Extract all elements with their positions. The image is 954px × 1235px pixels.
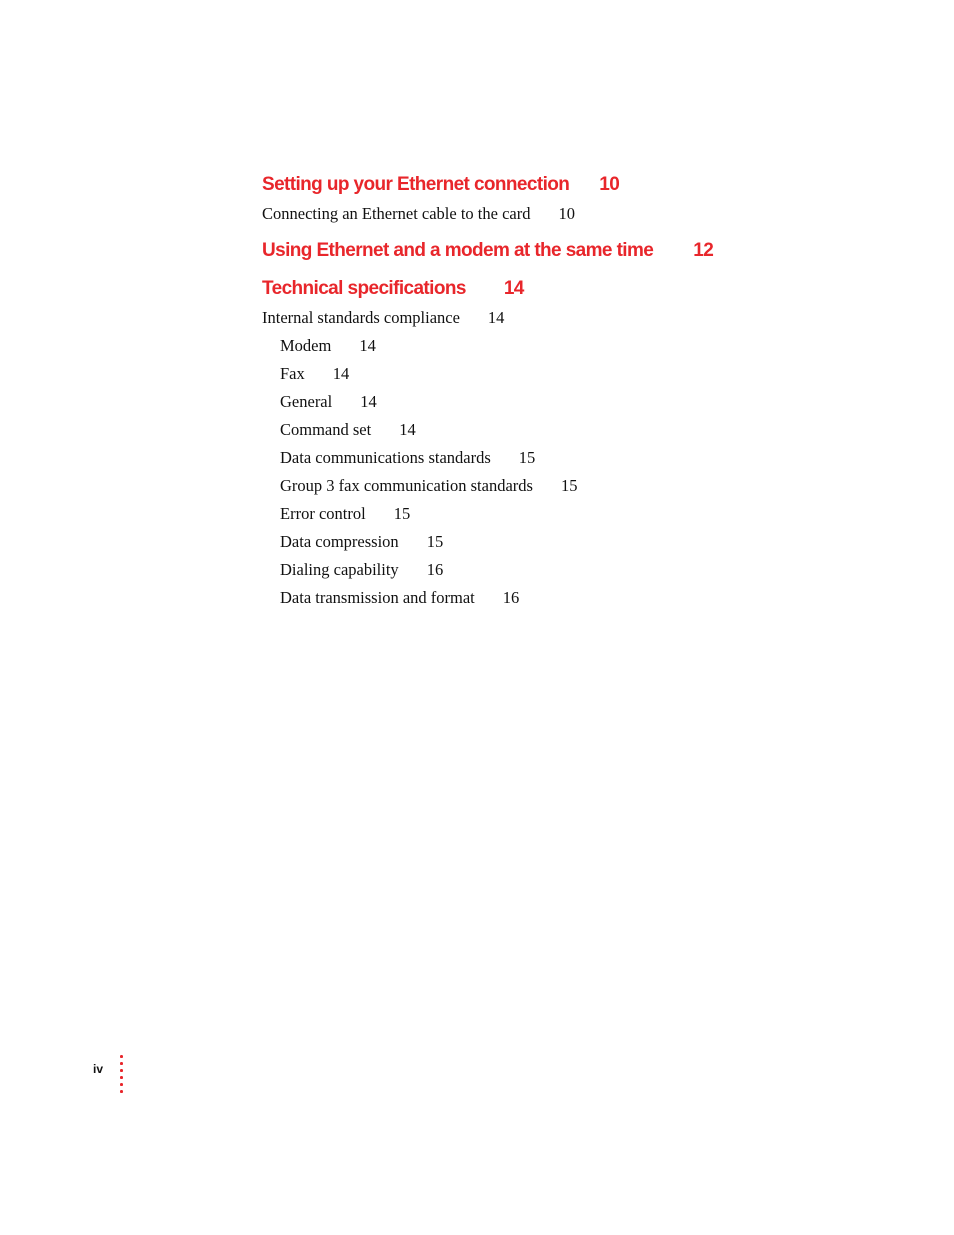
toc-subentry[interactable] [262,416,862,444]
table-of-contents [262,172,862,612]
toc-subentry[interactable] [262,360,862,388]
toc-entry-title: Connecting an Ethernet cable to the card [262,204,531,223]
toc-entry-page: 14 [332,364,350,383]
toc-subentry[interactable] [262,332,862,360]
toc-subentry[interactable] [262,528,862,556]
toc-entry-page: 14 [359,336,376,355]
dot [120,1076,123,1079]
toc-heading-page: 12 [693,240,714,261]
dot [120,1083,123,1086]
toc-heading-ethernet-and-modem[interactable] [262,238,862,264]
toc-entry-title: Fax [280,364,305,383]
toc-entry-page: 14 [399,420,416,439]
toc-entry-title: General [280,392,333,411]
toc-entry-title: Data transmission and format [280,588,475,607]
toc-entry-page: 14 [360,392,377,411]
toc-entry-page: 10 [558,204,575,223]
toc-heading-page: 14 [503,278,524,299]
toc-entry-page: 14 [487,308,505,327]
toc-subentry[interactable] [262,584,862,612]
toc-entry-title: Data communications standards [280,448,491,467]
decorative-dot-rule [120,1055,124,1095]
toc-entry-page: 15 [560,476,578,495]
dot [120,1069,123,1072]
toc-heading-technical-specifications[interactable] [262,276,862,302]
toc-entry-title: Internal standards compliance [262,308,460,327]
toc-entry-page: 16 [426,560,444,579]
toc-entry-title: Command set [280,420,372,439]
dot [120,1062,123,1065]
toc-heading-title: Using Ethernet and a modem at the same time [262,240,654,261]
toc-entry[interactable] [262,200,862,228]
toc-subentry[interactable] [262,444,862,472]
toc-heading-ethernet-connection[interactable] [262,172,862,198]
dot [120,1090,123,1093]
toc-heading-title: Technical specifications [262,278,466,299]
toc-entry-page: 15 [518,448,536,467]
toc-subentry[interactable] [262,472,862,500]
toc-entry-title: Data compression [280,532,399,551]
toc-heading-page: 10 [599,174,620,195]
dot [120,1055,123,1058]
toc-subentry[interactable] [262,388,862,416]
toc-entry[interactable] [262,304,862,332]
toc-entry-title: Group 3 fax communication standards [280,476,533,495]
toc-entry-page: 15 [426,532,444,551]
page-number: iv [93,1062,104,1076]
toc-entry-page: 15 [393,504,411,523]
toc-subentry[interactable] [262,556,862,584]
toc-entry-title: Modem [280,336,332,355]
toc-entry-title: Dialing capability [280,560,399,579]
toc-entry-page: 16 [502,588,520,607]
toc-entry-title: Error control [280,504,366,523]
toc-subentry[interactable] [262,500,862,528]
toc-heading-title: Setting up your Ethernet connection [262,174,570,195]
